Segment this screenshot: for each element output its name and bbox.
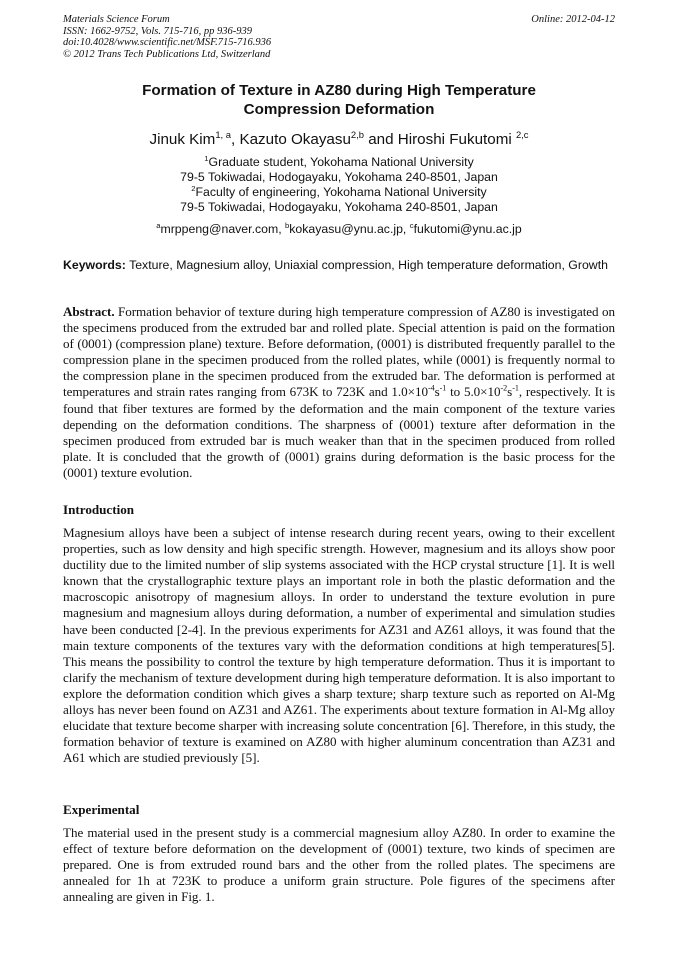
- introduction-heading: Introduction: [63, 502, 135, 517]
- exponent: -1: [439, 384, 447, 394]
- author-3: Hiroshi Fukutomi: [397, 131, 516, 148]
- abstract-text-2: , respectively. It is found that fiber textures are formed by the deformation and the main component of the texture varies depending on the deformation conditions. The sharpness of (0001) texture after deformation in the specimen produced from extruded bar is much weaker than that in the specimen produced from rolled plate. It is concluded that the growth of (0001) grains during deformation is the basic process for the (0001) texture evolution.: [63, 384, 615, 480]
- journal-header: [63, 14, 615, 60]
- copyright-line: © 2012 Trans Tech Publications Ltd, Switzerland: [63, 48, 271, 60]
- author-separator: ,: [231, 131, 240, 148]
- abstract-label: Abstract.: [63, 304, 115, 319]
- title-line-1: Formation of Texture in AZ80 during High Temperature: [142, 82, 536, 99]
- author-separator: and: [364, 131, 398, 148]
- author-1-affil: 1, a: [215, 128, 232, 140]
- unit-s: s: [507, 384, 513, 400]
- author-2-affil: 2,b: [350, 128, 364, 140]
- email-c[interactable]: fukutomi@ynu.ac.jp: [413, 222, 522, 236]
- affiliation-1-text: Graduate student, Yokohama National University: [208, 155, 474, 169]
- online-date: Online: 2012-04-12: [531, 14, 615, 25]
- journal-name: Materials Science Forum: [63, 14, 170, 25]
- author-1: Jinuk Kim: [149, 131, 216, 148]
- author-list: [63, 128, 615, 149]
- email-c-marker: c: [409, 220, 414, 230]
- unit-s: s: [434, 384, 440, 400]
- email-a[interactable]: mrppeng@naver.com,: [160, 222, 286, 236]
- email-b-marker: b: [285, 220, 290, 230]
- affiliation-1-address: 79-5 Tokiwadai, Hodogayaku, Yokohama 240-8501, Japan: [180, 170, 498, 184]
- email-list: [63, 222, 615, 237]
- exponent: -1: [512, 384, 519, 394]
- keywords-label: Keywords:: [63, 258, 126, 272]
- introduction-text: Magnesium alloys have been a subject of intense research during recent years, owing to their excellent properties, such as low density and high specific strength. However, magnesium and its alloys show poor ductility due to the limited number of slip systems associated with the HCP crystal structure [1]. It is well known that the crystallographic texture plays an important role in both the plastic deformation and the macroscopic anisotropy of magnesium alloys. In order to understand the texture evolution in pure magnesium and magnesium alloys during deformation, a number of experimental and simulation studies have been conducted [2-4]. In the previous experiments for AZ31 and AZ61 alloys, it was found that the main texture components of the textures vary with the deformation conditions at high temperatures[5]. This means the possibility to control the texture by high temperature deformation. Thus it is important to clarify the mechanism of texture development during high temperature deformation. It is also important to explore the deformation condition which gives a sharp texture; sharp texture such as reported on Al-Mg alloys has never been found on AZ31 and AZ61. The experiments about texture formation in Al-Mg alloy elucidate that texture become sharper with increasing solute concentration [6]. Therefore, in this study, the formation behavior of texture is examined on AZ80 with higher aluminum concentration than AZ31 and A61 which are studied previously [5].: [63, 525, 615, 766]
- issn-line: ISSN: 1662-9752, Vols. 715-716, pp 936-939: [63, 25, 252, 37]
- experimental-heading: Experimental: [63, 802, 140, 817]
- experimental-text: The material used in the present study is a commercial magnesium alloy AZ80. In order to examine the effect of texture before deformation on the development of (0001) texture, two kinds of specimen are prepared. One is from extruded round bars and the other from the rolled plates. The specimens are annealed for 1h at 723K to produce a uniform grain structure. Pole figures of the specimens after annealing are given in Fig. 1.: [63, 825, 615, 905]
- affiliation-2: [63, 185, 615, 200]
- abstract-text-1: Formation behavior of texture during high temperature compression of AZ80 is investigated on the specimens produced from the extruded bar and rolled plate. Special attention is paid on the formation of (0001) (compression plane) texture. Before deformation, (0001) is distributed frequently parallel to the compression plane in the specimen produced from the rolled plates, while (0001) is frequently normal to the compression plane in the specimen produced from the extruded bar. The deformation is performed at temperatures and strain rates ranging from 673K to 723K and 1.0×10: [63, 304, 615, 400]
- exponent: -4: [427, 384, 435, 394]
- affiliation-2-marker: 2: [191, 183, 196, 193]
- affiliation-1-marker: 1: [204, 153, 209, 163]
- affiliation-1: [63, 155, 615, 170]
- affiliation-2-address: 79-5 Tokiwadai, Hodogayaku, Yokohama 240-8501, Japan: [180, 200, 498, 214]
- exponent: -2: [500, 384, 508, 394]
- keywords-text: Texture, Magnesium alloy, Uniaxial compression, High temperature deformation, Growth: [125, 258, 608, 272]
- abstract: [63, 304, 615, 481]
- paper-title: [63, 81, 615, 119]
- author-3-affil: 2,c: [515, 128, 529, 140]
- affiliations: [63, 155, 615, 215]
- email-b[interactable]: kokayasu@ynu.ac.jp,: [289, 222, 410, 236]
- affiliation-2-text: Faculty of engineering, Yokohama National University: [195, 185, 487, 199]
- author-2: Kazuto Okayasu: [239, 131, 351, 148]
- keywords: [63, 258, 615, 274]
- abstract-text-mid: to 5.0×10: [446, 384, 501, 400]
- doi-line: doi:10.4028/www.scientific.net/MSF.715-716.936: [63, 37, 272, 49]
- title-line-2: Compression Deformation: [243, 101, 435, 118]
- email-a-marker: a: [156, 220, 161, 230]
